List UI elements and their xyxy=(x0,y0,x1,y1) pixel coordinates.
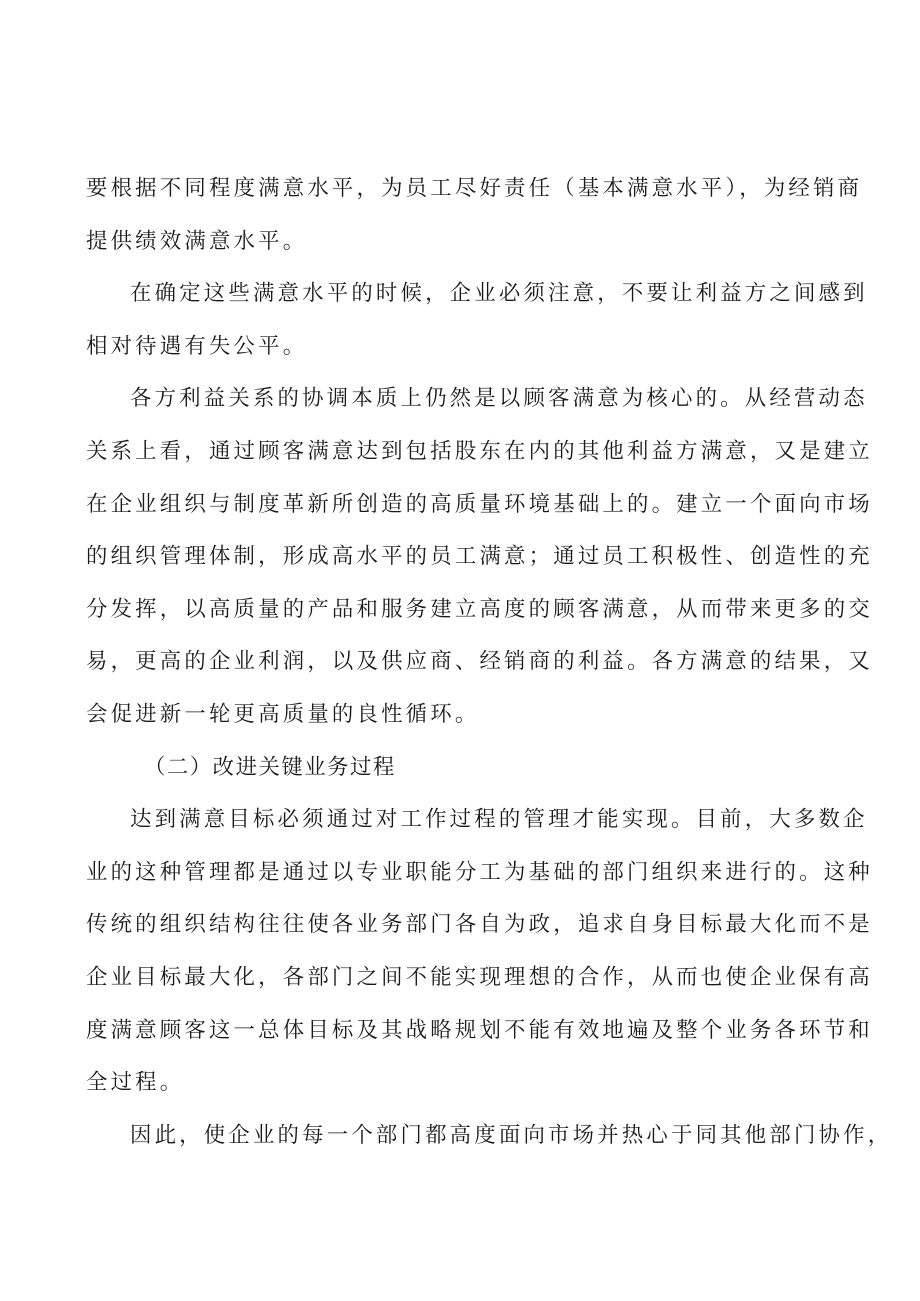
document-body xyxy=(86,167,893,1166)
text-line: 在企业组织与制度革新所创造的高质量环境基础上的。建立一个面向市场 xyxy=(86,491,873,517)
text-line: 的组织管理体制，形成高水平的员工满意；通过员工积极性、创造性的充 xyxy=(86,544,873,570)
section-heading: （二）改进关键业务过程 xyxy=(144,754,396,780)
text-line: 在确定这些满意水平的时候，企业必须注意，不要让利益方之间感到 xyxy=(130,281,868,307)
text-line: 会促进新一轮更高质量的良性循环。 xyxy=(86,701,480,727)
text-line: 各方利益关系的协调本质上仍然是以顾客满意为核心的。从经营动态 xyxy=(130,386,868,412)
text-line: 分发挥，以高质量的产品和服务建立高度的顾客满意，从而带来更多的交 xyxy=(86,596,873,622)
paragraph xyxy=(86,272,868,377)
paragraph-continuation xyxy=(86,167,863,272)
text-line: 业的这种管理都是通过以专业职能分工为基础的部门组织来进行的。这种 xyxy=(86,859,873,885)
text-line: 度满意顾客这一总体目标及其战略规划不能有效地遍及整个业务各环节和 xyxy=(86,1017,873,1043)
paragraph xyxy=(86,377,873,745)
text-line: 因此，使企业的每一个部门都高度面向市场并热心于同其他部门协作， xyxy=(130,1122,893,1148)
text-line: 易，更高的企业利润，以及供应商、经销商的利益。各方满意的结果，又 xyxy=(86,649,873,675)
text-line: 传统的组织结构往往使各业务部门各自为政，追求自身目标最大化而不是 xyxy=(86,912,873,938)
text-line: 全过程。 xyxy=(86,1070,185,1096)
text-line: 企业目标最大化，各部门之间不能实现理想的合作，从而也使企业保有高 xyxy=(86,964,873,990)
text-line: 达到满意目标必须通过对工作过程的管理才能实现。目前，大多数企 xyxy=(130,807,868,833)
paragraph xyxy=(86,798,873,1114)
paragraph xyxy=(86,1114,893,1167)
text-line: 关系上看，通过顾客满意达到包括股东在内的其他利益方满意，又是建立 xyxy=(86,438,873,464)
text-line: 相对待遇有失公平。 xyxy=(86,333,308,359)
text-line: 要根据不同程度满意水平，为员工尽好责任（基本满意水平），为经销商 xyxy=(86,176,863,201)
text-line: 提供绩效满意水平。 xyxy=(86,228,308,254)
